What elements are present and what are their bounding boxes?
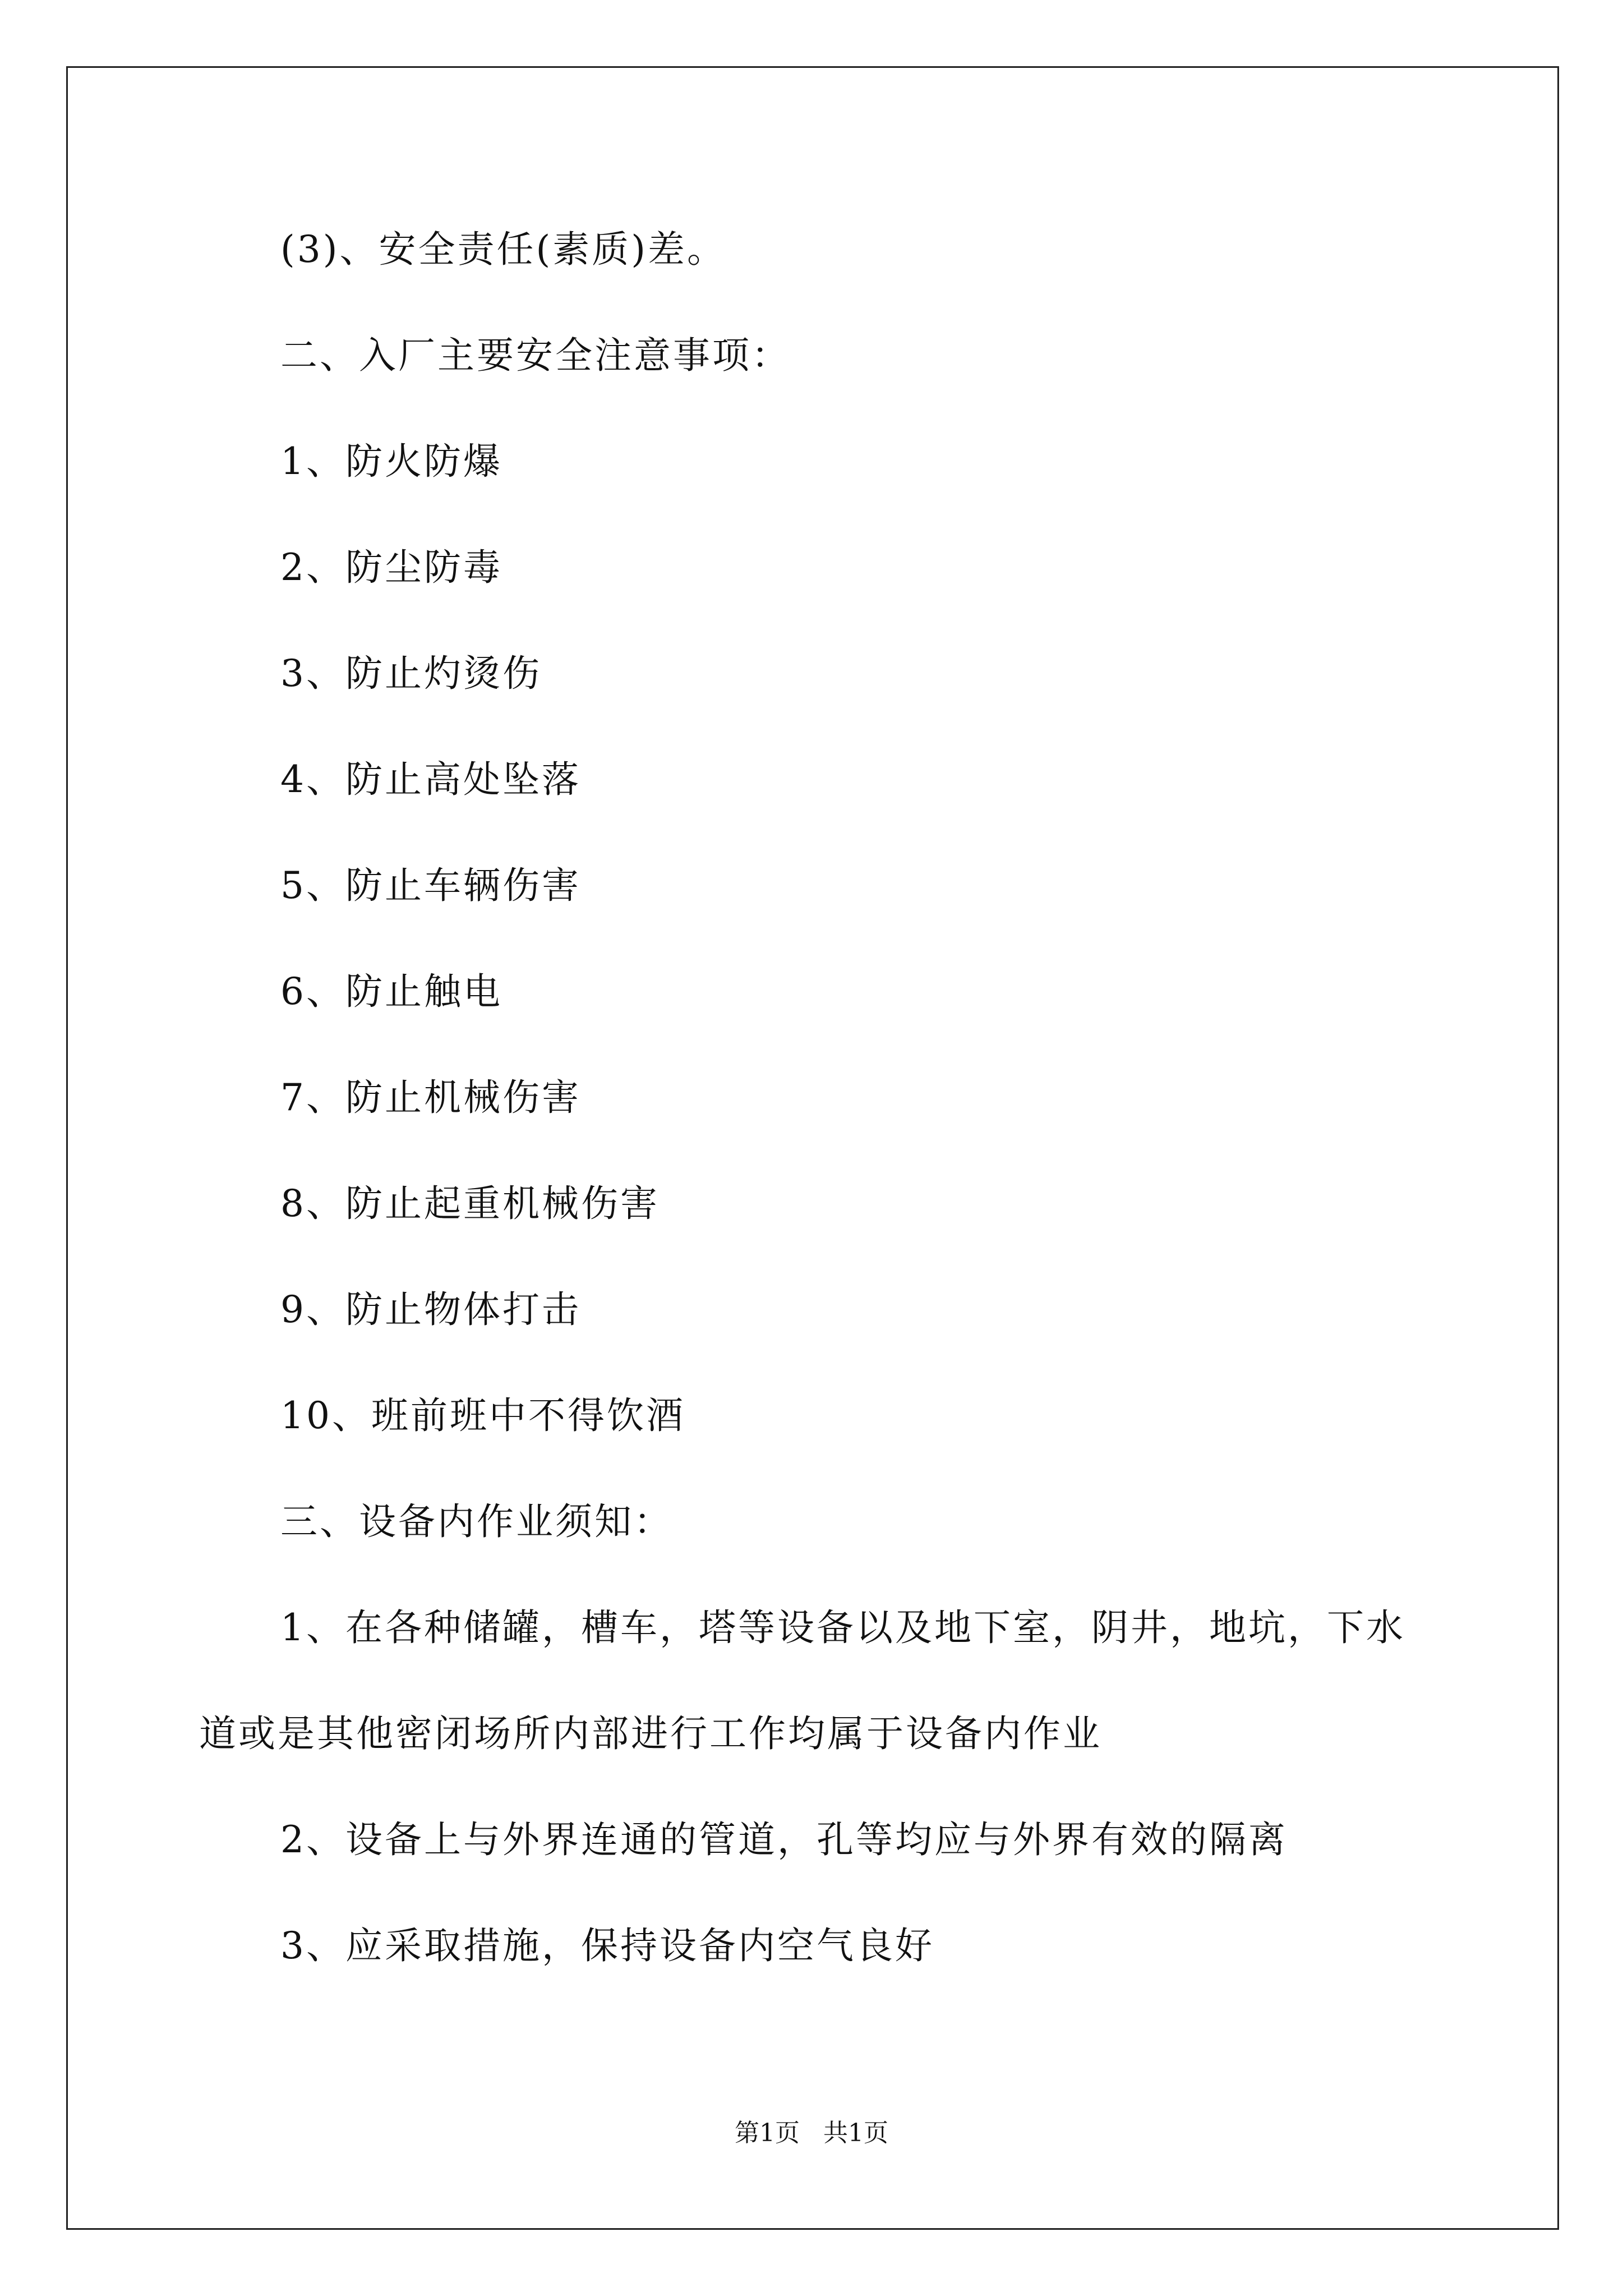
section-heading-3: 三、设备内作业须知： <box>280 1500 673 1543</box>
list-item: 6、防止触电 <box>280 970 502 1013</box>
list-item: 3、应采取措施，保持设备内空气良好 <box>280 1924 934 1967</box>
text-line-1: (3)、安全责任(素质)差。 <box>280 228 726 271</box>
list-item: 7、防止机械伤害 <box>280 1076 581 1119</box>
paragraph-line-continued: 道或是其他密闭场所内部进行工作均属于设备内作业 <box>199 1712 1102 1755</box>
list-item: 5、防止车辆伤害 <box>280 864 581 907</box>
list-item: 1、防火防爆 <box>280 440 502 483</box>
list-item: 2、防尘防毒 <box>280 546 502 589</box>
section-heading-2: 二、入厂主要安全注意事项： <box>280 334 791 377</box>
page-border <box>66 66 1559 2230</box>
page-footer: 第1页 共1页 <box>735 2119 888 2147</box>
paragraph-line: 1、在各种储罐，槽车，塔等设备以及地下室，阴井，地坑，下水 <box>280 1606 1405 1649</box>
list-item: 10、班前班中不得饮酒 <box>280 1394 685 1437</box>
list-item: 3、防止灼烫伤 <box>280 652 542 695</box>
list-item: 2、设备上与外界连通的管道，孔等均应与外界有效的隔离 <box>280 1818 1288 1861</box>
list-item: 9、防止物体打击 <box>280 1288 581 1331</box>
list-item: 4、防止高处坠落 <box>280 758 581 801</box>
list-item: 8、防止起重机械伤害 <box>280 1182 660 1225</box>
